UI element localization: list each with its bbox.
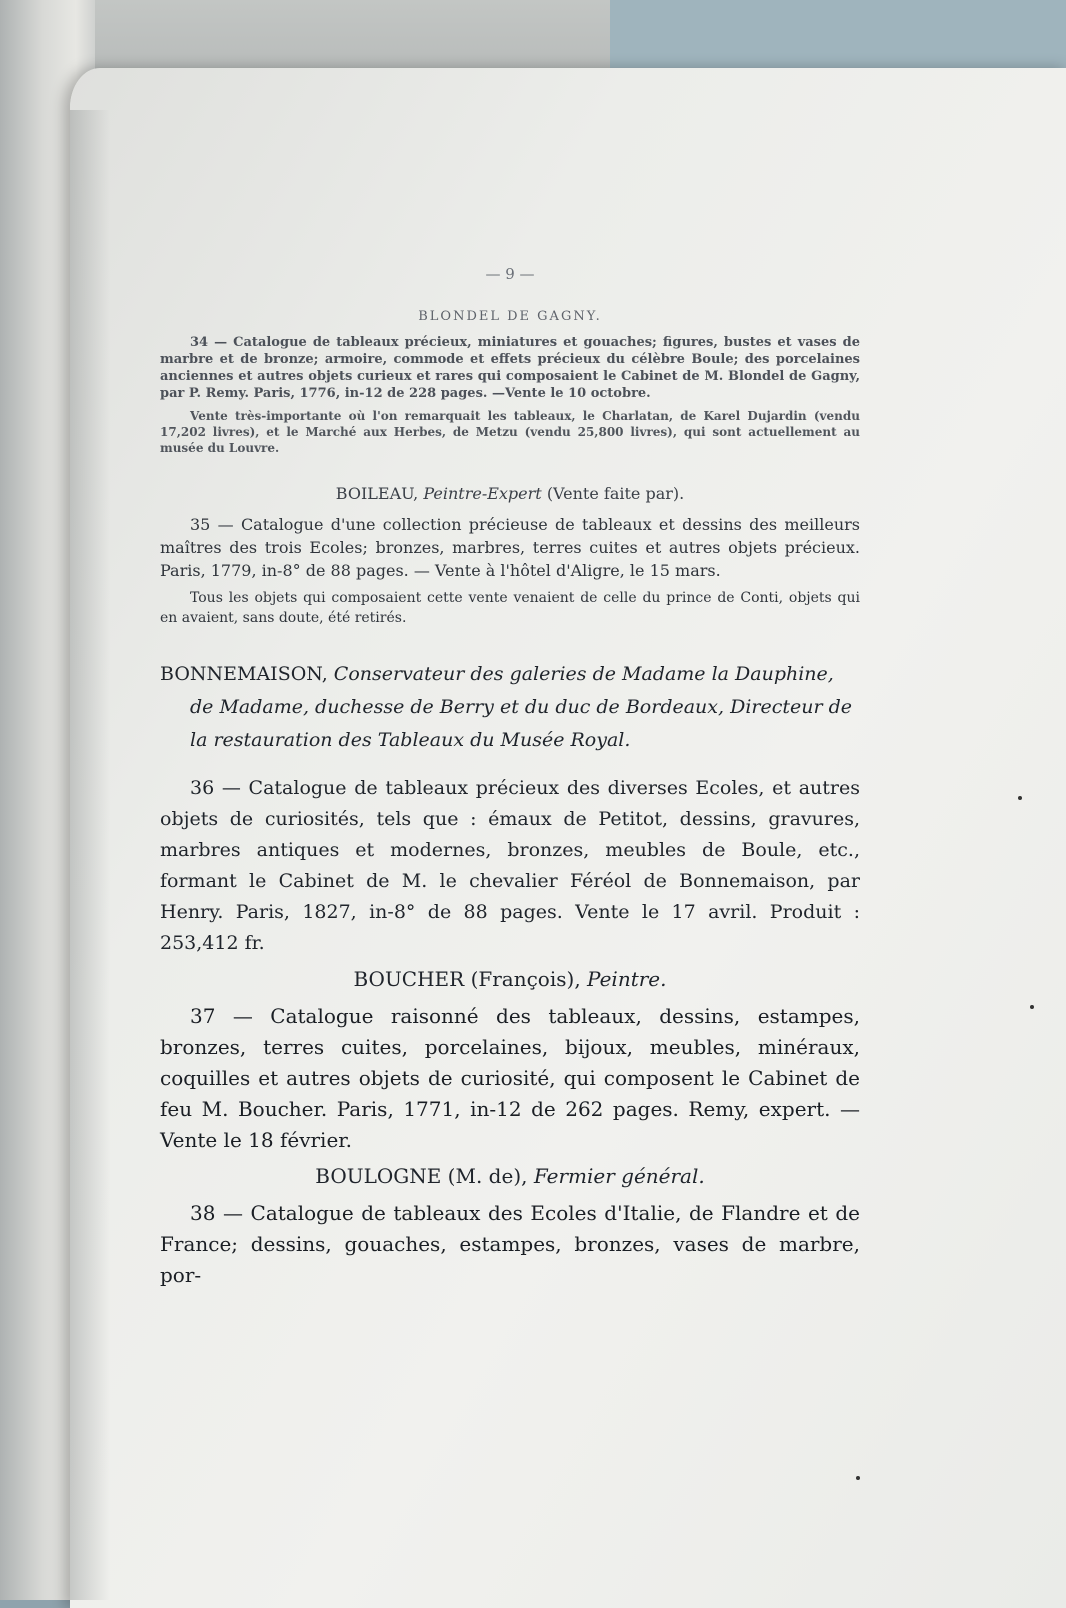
- entry-36: 36 — Catalogue de tableaux précieux des diverses Ecoles, et autres objets de curiosités, tels que : émaux de Petitot, dessins, gravures, marbres antiques et modernes, bronzes, meubles de Boule, etc., formant le Cabinet de M. le chevalier Féréol de Bonnemaison, par Henry. Paris, 1827, in-8° de 88 pages. Vente le 17 avril. Produit : 253,412 fr.: [160, 777, 860, 954]
- paper-speck: [1030, 1005, 1034, 1009]
- note-34: Vente très-importante où l'on remarquait les tableaux, le Charlatan, de Karel Dujardin (vendu 17,202 livres), et le Marché aux Herbes, de Metzu (vendu 25,800 livres), qui sont actuellement au musée du Louvre.: [160, 409, 860, 455]
- page-content: [160, 265, 860, 1297]
- paper-speck: [856, 1476, 860, 1480]
- boulogne-name: BOULOGNE (M. de),: [315, 1164, 528, 1188]
- paper-speck: [1018, 796, 1022, 800]
- boileau-name: BOILEAU,: [335, 484, 419, 503]
- heading-boileau: [160, 484, 860, 503]
- page-gutter-shadow: [70, 110, 110, 1600]
- entry-37: 37 — Catalogue raisonné des tableaux, dessins, estampes, bronzes, terres cuites, porcelaines, bijoux, meubles, minéraux, coquilles et autres objets de curiosité, qui composent le Cabinet de feu M. Boucher. Paris, 1771, in-12 de 262 pages. Remy, expert. — Vente le 18 février.: [160, 1004, 860, 1152]
- table-surface: [610, 0, 1066, 70]
- boileau-title: Peintre-Expert: [423, 484, 542, 503]
- boucher-name: BOUCHER (François),: [353, 967, 581, 991]
- entry-34: 34 — Catalogue de tableaux précieux, miniatures et gouaches; figures, bustes et vases de marbre et de bronze; armoire, commode et effets précieux du célèbre Boule; des porcelaines anciennes et autres objets curieux et rares qui composaient le Cabinet de M. Blondel de Gagny, par P. Remy. Paris, 1776, in-12 de 228 pages. —Vente le 10 octobre.: [160, 335, 860, 401]
- boileau-rest: (Vente faite par).: [546, 484, 685, 503]
- heading-blondel: BLONDEL DE GAGNY.: [418, 309, 602, 324]
- bonnemaison-title: Conservateur des galeries de Madame la Dauphine, de Madame, duchesse de Berry et du duc de Bordeaux, Directeur de la restauration des Tableaux du Musée Royal.: [190, 663, 853, 751]
- section-boileau: [160, 484, 860, 628]
- page-number: — 9 —: [485, 265, 535, 283]
- heading-bonnemaison: [160, 658, 860, 757]
- section-blondel: [160, 309, 860, 456]
- section-boucher: [160, 967, 860, 1156]
- heading-boucher: [160, 967, 860, 991]
- bonnemaison-name: BONNEMAISON,: [160, 663, 328, 685]
- boucher-title: Peintre.: [587, 967, 667, 991]
- section-boulogne: [160, 1164, 860, 1291]
- entry-38: 38 — Catalogue de tableaux des Ecoles d'Italie, de Flandre et de France; dessins, gouaches, estampes, bronzes, vases de marbre, por-: [160, 1201, 860, 1287]
- section-bonnemaison: [160, 658, 860, 959]
- note-35: Tous les objets qui composaient cette vente venaient de celle du prince de Conti, objets qui en avaient, sans doute, été retirés.: [160, 590, 860, 626]
- boulogne-title: Fermier général.: [533, 1164, 705, 1188]
- heading-boulogne: [160, 1164, 860, 1188]
- entry-35: 35 — Catalogue d'une collection précieuse de tableaux et dessins des meilleurs maîtres des trois Ecoles; bronzes, marbres, terres cuites et autres objets précieux. Paris, 1779, in-8° de 88 pages. — Vente à l'hôtel d'Aligre, le 15 mars.: [160, 515, 860, 580]
